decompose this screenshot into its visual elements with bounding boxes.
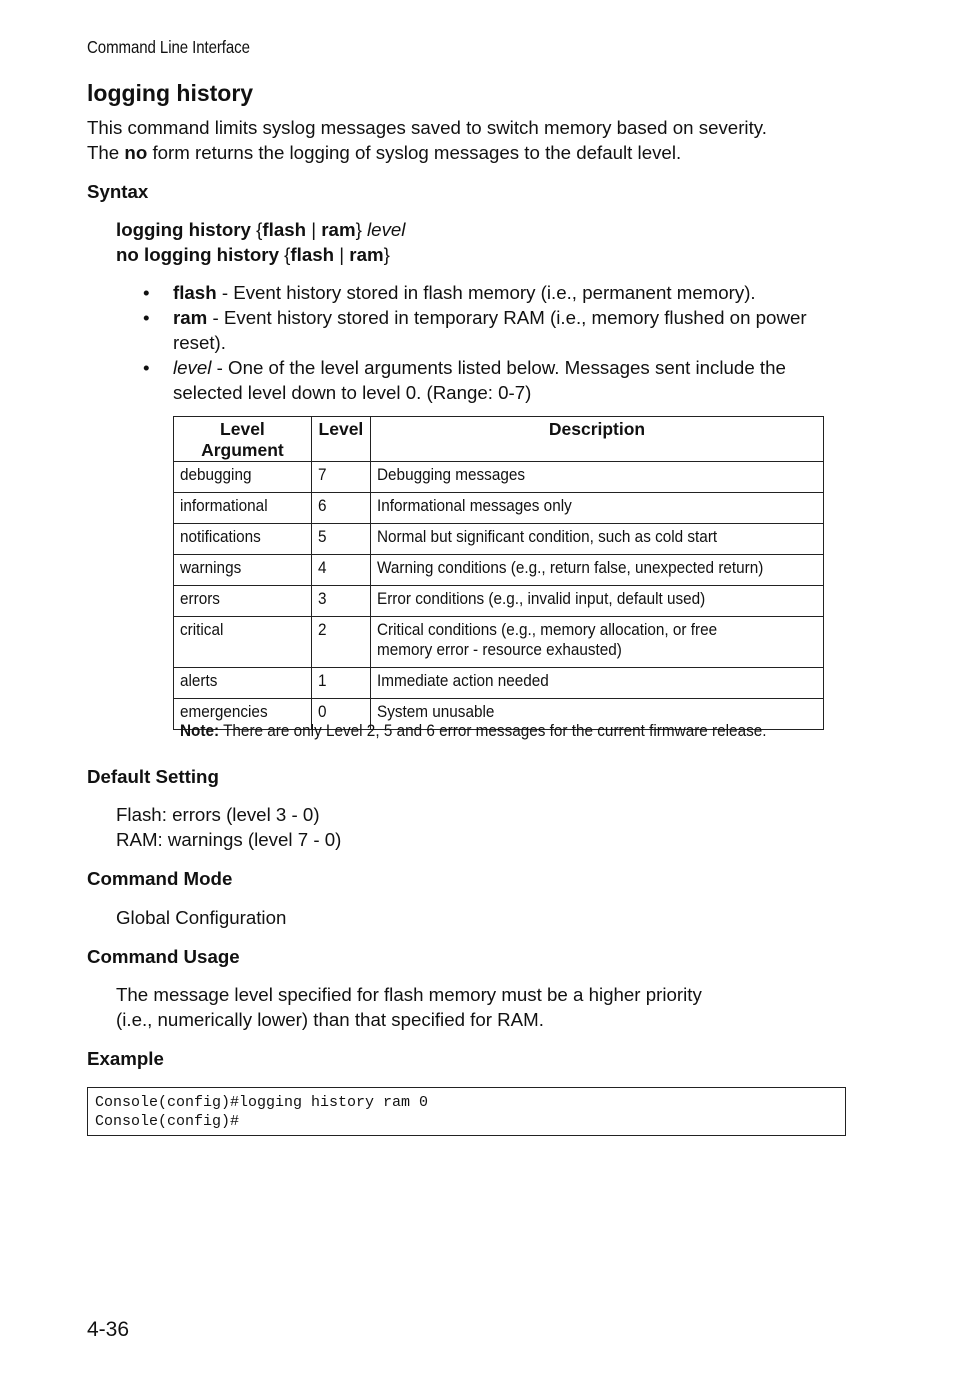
table-row bbox=[174, 668, 824, 699]
level-argument: emergencies bbox=[180, 702, 268, 721]
command-usage-line: (i.e., numerically lower) than that specified for RAM. bbox=[116, 1009, 544, 1030]
syntax-argument: level bbox=[361, 219, 406, 240]
syntax-option: ram bbox=[349, 244, 384, 265]
level-description: Debugging messages bbox=[377, 465, 526, 484]
level-value: 4 bbox=[317, 558, 327, 577]
table-cell bbox=[311, 493, 370, 524]
table-cell bbox=[371, 586, 824, 617]
level-description: Error conditions (e.g., invalid input, default used) bbox=[377, 589, 706, 608]
table-row bbox=[174, 586, 824, 617]
syntax-block bbox=[116, 217, 405, 267]
intro-line-1: This command limits syslog messages saved to switch memory based on severity. bbox=[87, 117, 767, 138]
page-title: logging history bbox=[87, 80, 254, 106]
table-cell bbox=[174, 493, 312, 524]
level-argument: errors bbox=[180, 589, 220, 608]
code-example bbox=[87, 1087, 846, 1136]
brace: } bbox=[355, 219, 362, 240]
column-header: Level Argument bbox=[174, 417, 312, 462]
level-value: 1 bbox=[317, 671, 327, 690]
level-description: Immediate action needed bbox=[377, 671, 549, 690]
syntax-option: flash bbox=[290, 244, 335, 265]
default-setting-heading: Default Setting bbox=[87, 766, 219, 787]
table-cell bbox=[311, 462, 370, 493]
list-item bbox=[143, 305, 853, 355]
table-row bbox=[174, 524, 824, 555]
note-text: There are only Level 2, 5 and 6 error messages for the current firmware release. bbox=[219, 721, 767, 740]
param-desc: - One of the level arguments listed below. Messages sent include the selected level down to level 0. (Range: 0-7) bbox=[173, 357, 786, 403]
syntax-option: flash bbox=[262, 219, 307, 240]
level-description: Warning conditions (e.g., return false, unexpected return) bbox=[377, 558, 764, 577]
intro-keyword: no bbox=[124, 142, 148, 163]
table-cell bbox=[371, 462, 824, 493]
param-term: flash bbox=[173, 282, 217, 303]
level-argument: debugging bbox=[180, 465, 252, 484]
table-cell bbox=[371, 555, 824, 586]
table-cell bbox=[371, 617, 824, 668]
level-value: 5 bbox=[317, 527, 327, 546]
code-line: Console(config)# bbox=[95, 1113, 240, 1130]
syntax-line-2 bbox=[116, 242, 405, 267]
code-line: Console(config)#logging history ram 0 bbox=[95, 1094, 429, 1111]
level-description: Critical conditions (e.g., memory allocation, or free memory error - resource exhausted) bbox=[377, 620, 718, 659]
table-cell bbox=[311, 617, 370, 668]
param-term: level bbox=[173, 357, 212, 378]
param-desc: - Event history stored in flash memory (i.e., permanent memory). bbox=[216, 282, 756, 303]
intro-line-2 bbox=[87, 140, 867, 165]
intro-paragraph bbox=[87, 115, 867, 165]
example-heading: Example bbox=[87, 1048, 164, 1069]
table-cell bbox=[174, 555, 312, 586]
level-argument: critical bbox=[180, 620, 224, 639]
table-row bbox=[174, 493, 824, 524]
table-row bbox=[174, 617, 824, 668]
syntax-line-1 bbox=[116, 217, 405, 242]
list-item bbox=[143, 355, 853, 405]
column-header: Level bbox=[311, 417, 370, 462]
level-argument: notifications bbox=[180, 527, 261, 546]
level-value: 3 bbox=[317, 589, 327, 608]
level-description: Informational messages only bbox=[377, 496, 572, 515]
syntax-heading: Syntax bbox=[87, 181, 149, 202]
separator: | bbox=[306, 219, 322, 240]
command-mode-heading: Command Mode bbox=[87, 868, 233, 889]
table-cell bbox=[311, 524, 370, 555]
bullet-icon: • bbox=[143, 307, 150, 328]
intro-text: The bbox=[87, 142, 125, 163]
param-term: ram bbox=[173, 307, 208, 328]
command-usage-heading: Command Usage bbox=[87, 946, 240, 967]
bullet-icon: • bbox=[143, 357, 150, 378]
page-number: 4-36 bbox=[87, 1318, 130, 1341]
syntax-command: no logging history bbox=[116, 244, 285, 265]
running-head: Command Line Interface bbox=[87, 37, 250, 57]
level-argument: informational bbox=[180, 496, 268, 515]
note-label: Note: bbox=[180, 721, 220, 740]
table-cell bbox=[371, 493, 824, 524]
table-cell bbox=[311, 668, 370, 699]
level-argument: warnings bbox=[180, 558, 242, 577]
level-value: 0 bbox=[317, 702, 327, 721]
command-usage-line: The message level specified for flash memory must be a higher priority bbox=[116, 984, 702, 1005]
table-cell bbox=[174, 668, 312, 699]
default-setting-line: RAM: warnings (level 7 - 0) bbox=[116, 829, 342, 850]
table-cell bbox=[311, 586, 370, 617]
table-cell bbox=[174, 586, 312, 617]
table-row bbox=[174, 462, 824, 493]
table-cell bbox=[311, 555, 370, 586]
intro-text: form returns the logging of syslog messages to the default level. bbox=[147, 142, 682, 163]
syntax-option: ram bbox=[321, 219, 356, 240]
level-value: 2 bbox=[317, 620, 327, 639]
level-description: Normal but significant condition, such as cold start bbox=[377, 527, 718, 546]
syntax-command: logging history bbox=[116, 219, 257, 240]
command-mode-text: Global Configuration bbox=[116, 907, 287, 928]
level-argument: alerts bbox=[180, 671, 218, 690]
brace: { bbox=[256, 219, 263, 240]
level-value: 7 bbox=[317, 465, 327, 484]
table-note bbox=[180, 721, 766, 741]
bullet-icon: • bbox=[143, 282, 150, 303]
table-cell bbox=[174, 462, 312, 493]
table-header-row bbox=[174, 417, 824, 462]
level-value: 6 bbox=[317, 496, 327, 515]
default-setting-body bbox=[116, 802, 341, 852]
command-usage-body bbox=[116, 982, 702, 1032]
level-description: System unusable bbox=[377, 702, 495, 721]
brace: } bbox=[383, 244, 390, 265]
brace: { bbox=[284, 244, 291, 265]
table-cell bbox=[174, 617, 312, 668]
level-table bbox=[173, 416, 824, 730]
parameter-list bbox=[143, 280, 853, 405]
default-setting-line: Flash: errors (level 3 - 0) bbox=[116, 804, 320, 825]
table-cell bbox=[371, 668, 824, 699]
table-cell bbox=[371, 524, 824, 555]
separator: | bbox=[334, 244, 350, 265]
param-desc: - Event history stored in temporary RAM (i.e., memory flushed on power reset). bbox=[173, 307, 807, 353]
table-row bbox=[174, 555, 824, 586]
table-cell bbox=[174, 524, 312, 555]
list-item bbox=[143, 280, 853, 305]
column-header: Description bbox=[371, 417, 824, 462]
